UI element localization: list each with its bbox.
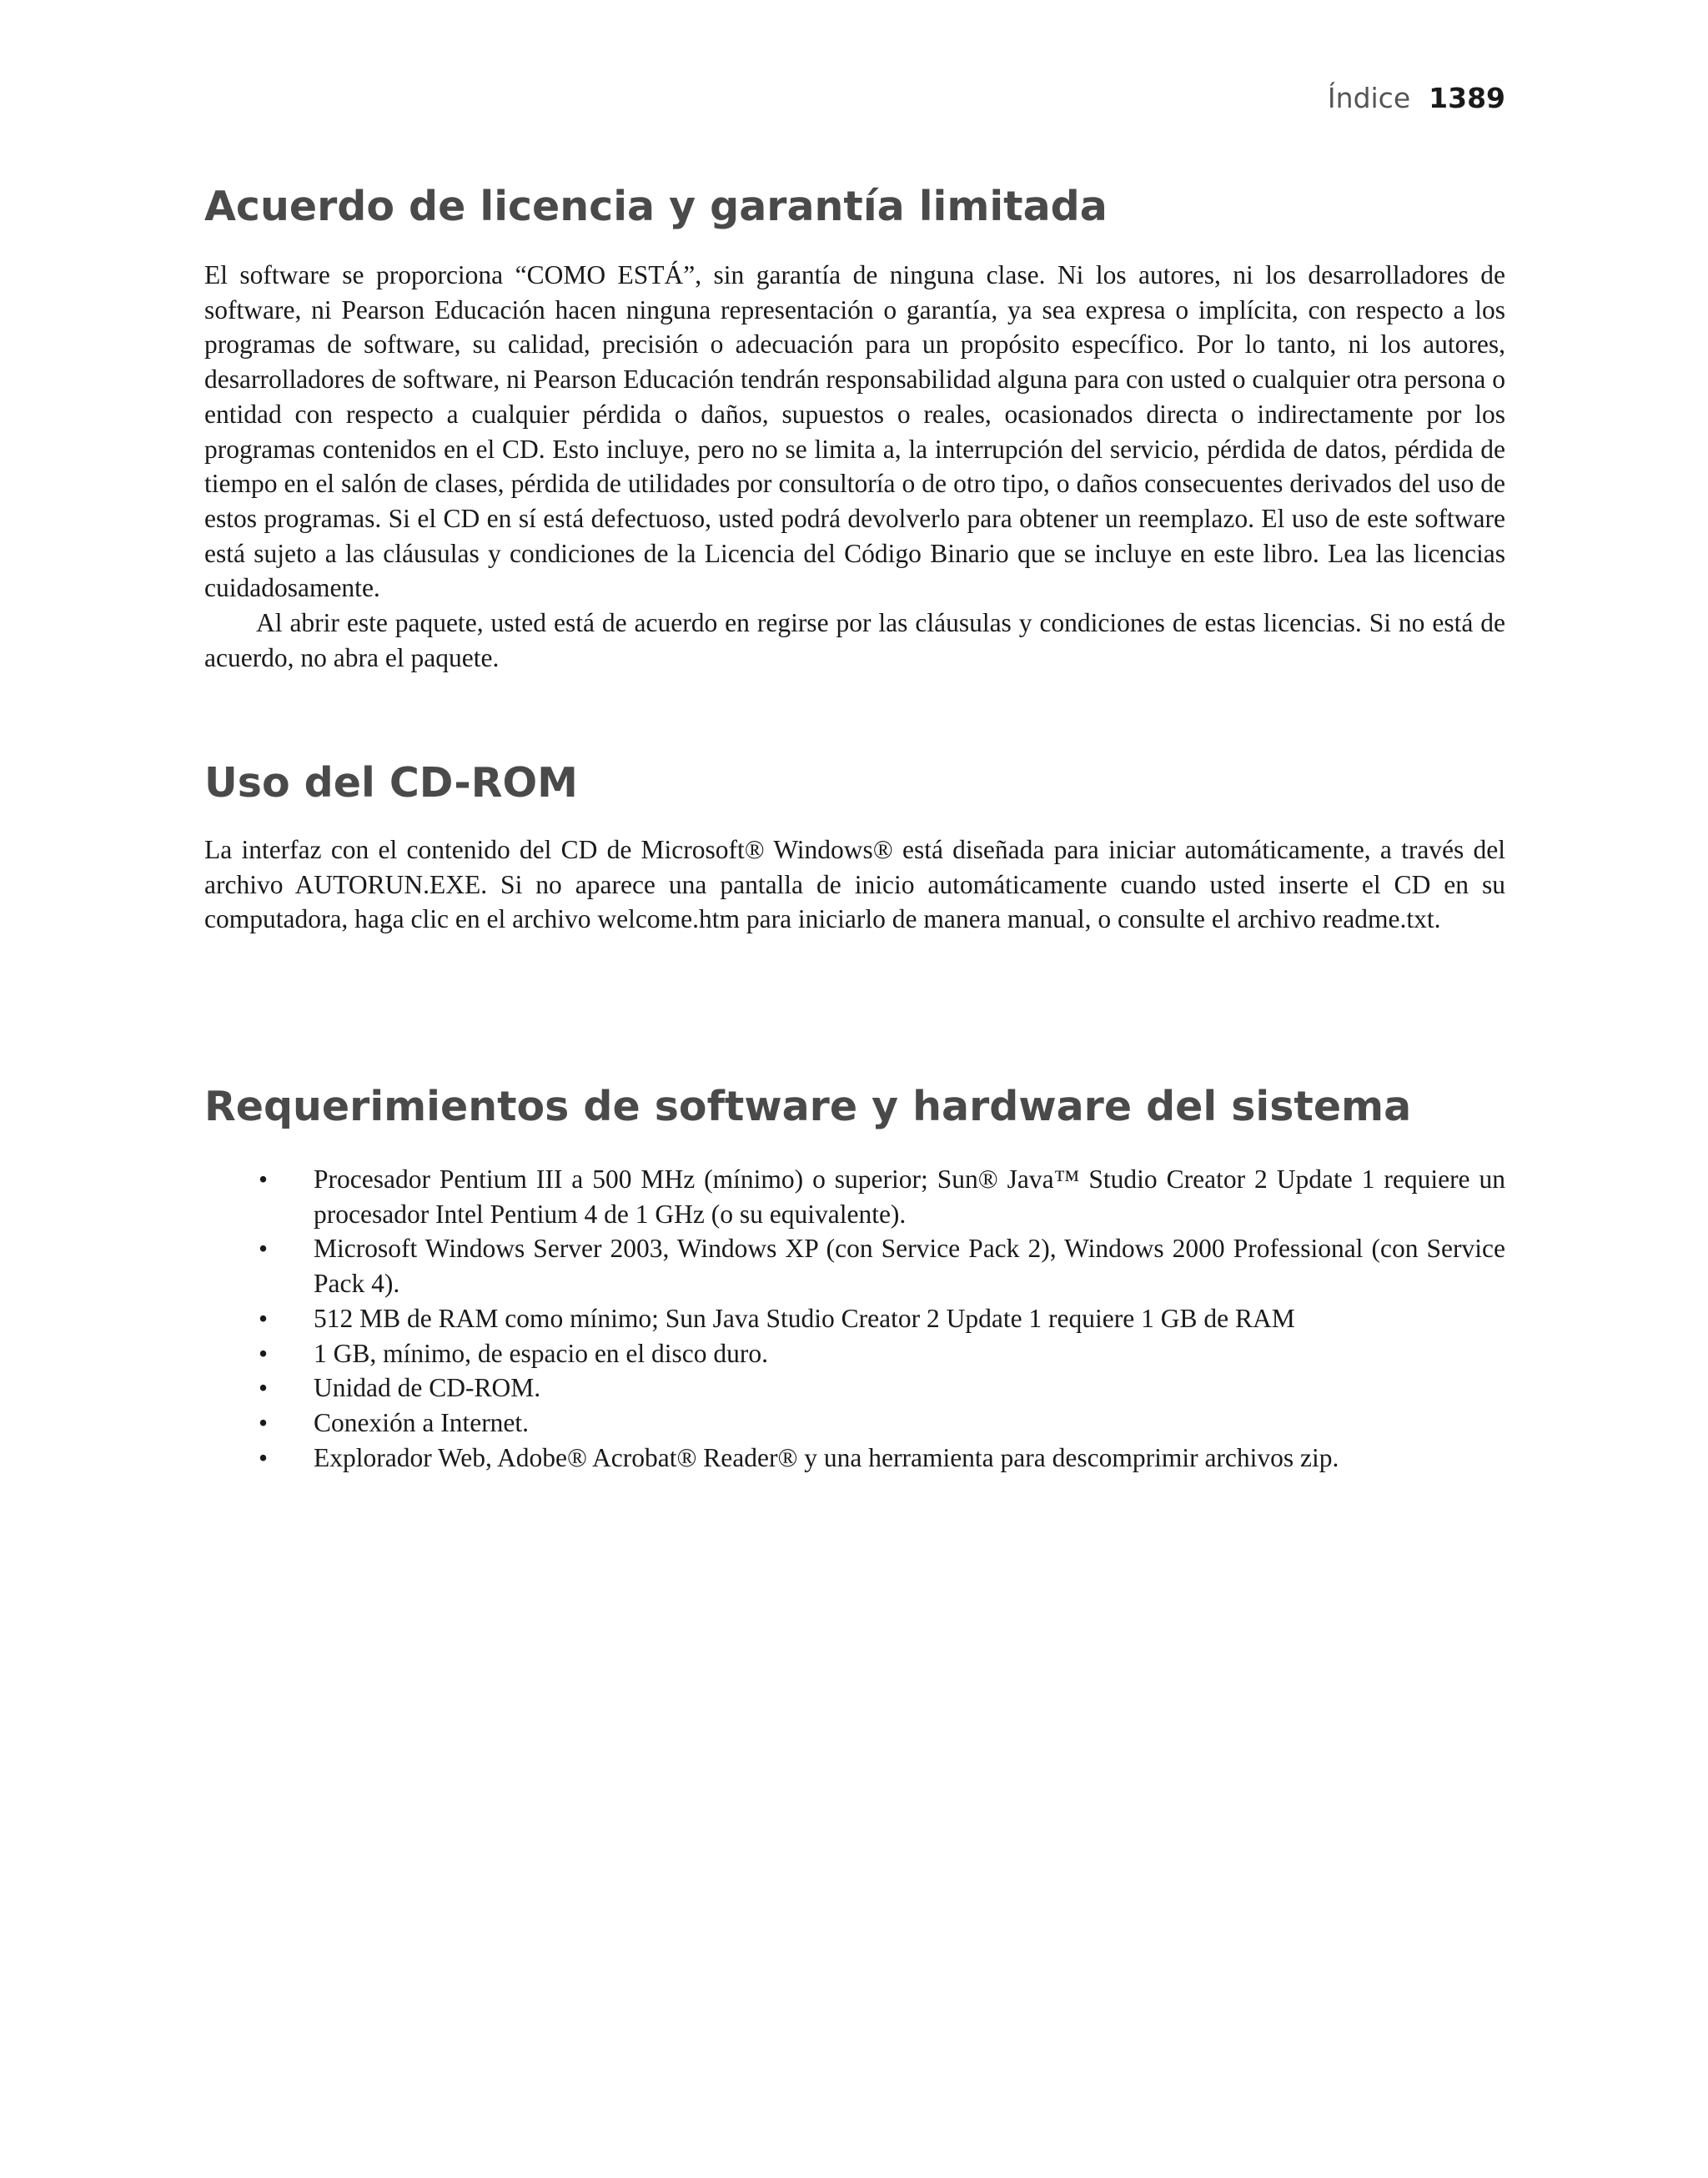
bullet-icon: • [259,1442,269,1472]
list-item-text: Conexión a Internet. [314,1407,530,1437]
bullet-icon: • [259,1373,269,1403]
list-item-text: Unidad de CD-ROM. [314,1373,541,1403]
license-paragraph-1: El software se proporciona “COMO ESTÁ”, sin garantía de ninguna clase. Ni los autores, ni los desarrolladores de software, ni Pearson Educación hacen ninguna representación o garantía, ya sea expresa o implícita, con respecto a los programas de software, su calidad, precisión o adecuación para un propósito específico. Por lo tanto, ni los autores, desarrolladores de software, ni Pearson Educación tendrán responsabilidad alguna para con usted o cualquier otra persona o entidad con respecto a cualquier pérdida o daños, supuestos o reales, ocasionados directa o indirectamente por los programas contenidos en el CD. Esto incluye, pero no se limita a, la interrupción del servicio, pérdida de datos, pérdida de tiempo en el salón de clases, pérdida de utilidades por consultoría o de otro tipo, o daños consecuentes derivados del uso de estos programas. Si el CD en sí está defectuoso, usted podrá devolverlo para obtener un reemplazo. El uso de este software está sujeto a las cláusulas y condiciones de la Licencia del Código Binario que se incluye en este libro. Lea las licencias cuidadosamente. [204,260,1505,603]
bullet-icon: • [259,1234,269,1264]
section-title-requirements: Requerimientos de software y hardware del sistema [204,1083,1412,1130]
list-item [204,1301,1505,1336]
list-item [204,1406,1505,1441]
list-item [204,1162,1505,1231]
cdrom-body [204,832,1505,937]
bullet-icon: • [259,1338,269,1368]
page-number: 1389 [1429,82,1505,114]
cdrom-paragraph-1: La interfaz con el contenido del CD de Microsoft® Windows® está diseñada para iniciar automáticamente, a través del archivo AUTORUN.EXE. Si no aparece una pantalla de inicio automáticamente cuando usted inserte el CD en su computadora, haga clic en el archivo welcome.htm para iniciarlo de manera manual, o consulte el archivo readme.txt. [204,835,1505,934]
list-item [204,1336,1505,1371]
bullet-icon: • [259,1407,269,1437]
running-head [1328,82,1505,114]
list-item-text: 512 MB de RAM como mínimo; Sun Java Studio Creator 2 Update 1 requiere 1 GB de RAM [314,1303,1295,1333]
requirements-list [204,1162,1505,1475]
running-head-section: Índice [1327,82,1411,114]
list-item-text: Explorador Web, Adobe® Acrobat® Reader® y una herramienta para descomprimir archivos zip. [314,1442,1339,1472]
license-body [204,258,1505,675]
bullet-icon: • [259,1303,269,1333]
list-item-text: Microsoft Windows Server 2003, Windows XP (con Service Pack 2), Windows 2000 Professional (con Service Pack 4). [314,1234,1505,1299]
section-title-cdrom: Uso del CD-ROM [204,759,578,807]
list-item [204,1371,1505,1406]
section-title-license: Acuerdo de licencia y garantía limitada [204,183,1108,230]
list-item [204,1231,1505,1300]
license-paragraph-2: Al abrir este paquete, usted está de acuerdo en regirse por las cláusulas y condiciones de estas licencias. Si no está de acuerdo, no abra el paquete. [204,608,1505,672]
list-item-text: Procesador Pentium III a 500 MHz (mínimo) o superior; Sun® Java™ Studio Creator 2 Update 1 requiere un procesador Intel Pentium 4 de 1 GHz (o su equivalente). [314,1164,1505,1229]
list-item [204,1441,1505,1476]
bullet-icon: • [259,1164,269,1194]
list-item-text: 1 GB, mínimo, de espacio en el disco duro. [314,1338,769,1368]
